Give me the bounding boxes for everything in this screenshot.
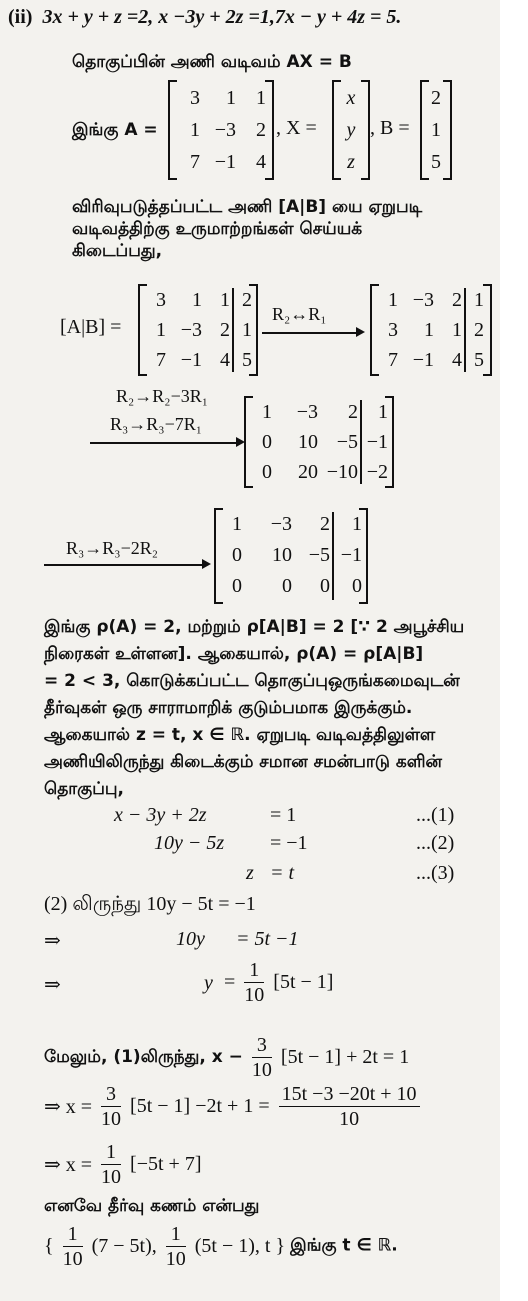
aug-m2-cell: 1	[452, 318, 462, 341]
aug-m1-cell: 1	[220, 288, 230, 311]
aug-m4-cell: −1	[340, 544, 362, 566]
matrix-a-cell: 7	[190, 150, 200, 173]
aug-m3-cell: −1	[366, 430, 388, 453]
equiv-eq-2-rhs: = −1	[270, 832, 308, 854]
aug-m4-cell: 10	[272, 544, 292, 566]
aug-m1-cell: −1	[180, 348, 202, 371]
op-r3-r2: R₃→R₃−2R₂	[66, 538, 158, 558]
rank-discussion: இங்கு ρ(A) = 2, மற்றும் ρ[A|B] = 2 [∵ 2 அபூச்சிய நிரைகள் உள்ளன]. ஆகையால், ρ(A) = ρ[A|B] = 2 < 3, கொடுக்கப்பட்ட தொகுப்புஒருங்கமைவுடன் தீர்வுகள் ஒரு சாராமாறிக் குடும்பமாக இருக்கும். ஆகையால் z = t, x ∈ ℝ. ஏறுபடி வடிவத்திலுள்ள அணியிலிருந்து கிடைக்கும் சமான சமன்பாடு களின் தொகுப்பு,	[44, 617, 465, 799]
aug-m3-cell: 10	[298, 430, 318, 453]
matrix-A	[168, 80, 274, 180]
problem-statement: (ii) 3x + y + z =2, x −3y + 2z =1,7x − y + 4z = 5.	[8, 6, 402, 28]
augmented-matrix-4	[214, 508, 368, 604]
aug-m3-cell: 20	[298, 460, 318, 483]
aug-m1-cell: −3	[180, 318, 202, 341]
aug-m2-cell: −1	[412, 348, 434, 371]
from-eq2: (2) லிருந்து 10y − 5t = −1	[44, 893, 256, 915]
aug-m4-cell: 0	[232, 544, 242, 566]
aug-m3-cell: −5	[336, 430, 358, 453]
aug-m3-cell: 1	[262, 400, 272, 423]
equiv-eq-2-tag: ...(2)	[416, 832, 455, 854]
equiv-eq-3-rhs: = t	[270, 862, 295, 884]
aug-m2-cell: 2	[452, 288, 462, 311]
aug-m4-cell: 1	[352, 513, 362, 535]
aug-m3-cell: −10	[326, 460, 358, 483]
augmented-label: [A|B] =	[60, 316, 122, 338]
vector-x-cell: y	[346, 118, 356, 141]
step1-rhs: = 5t −1	[236, 928, 299, 950]
aug-m4-cell: 1	[232, 513, 242, 535]
aug-m2-cell: 1	[424, 318, 434, 341]
aug-m4-cell: 0	[352, 575, 362, 597]
equiv-eq-3-tag: ...(3)	[416, 862, 455, 884]
aug-m2-cell: −3	[412, 288, 434, 311]
vector-x-cell: x	[346, 86, 356, 109]
step1-lhs: 10y	[176, 928, 205, 950]
aug-m4-cell: 0	[282, 575, 292, 597]
augmented-matrix-2	[370, 284, 492, 376]
equiv-eq-1-tag: ...(1)	[416, 804, 455, 826]
step2-lhs: y	[204, 972, 213, 994]
op-r3: R₃→R₃−7R₁	[110, 414, 202, 434]
aug-m2-cell: 1	[388, 288, 398, 311]
aug-m4-cell: 0	[320, 575, 330, 597]
aug-m1-cell: 4	[220, 348, 230, 371]
aug-m1-cell: 1	[156, 318, 166, 341]
aug-m1-cell: 7	[156, 348, 166, 371]
x-final: ⇒ x = $\frac{1}{10}$ [−5t + 7]	[44, 1141, 202, 1188]
vector-B	[420, 80, 452, 180]
matrix-a-cell: 2	[256, 118, 266, 141]
aug-m4-cell: 2	[320, 513, 330, 535]
aug-m2-cell: 1	[474, 288, 484, 311]
aug-m1-cell: 1	[242, 318, 252, 341]
aug-m1-cell: 1	[192, 288, 202, 311]
aug-m3-cell: 0	[262, 430, 272, 453]
matrix-a-cell: 3	[190, 86, 200, 109]
equiv-eq-1-rhs: = 1	[270, 804, 297, 826]
op-swap: R₂↔R₁	[272, 304, 327, 324]
system-form-text: தொகுப்பின் அணி வடிவம் AX = B	[72, 52, 352, 72]
aug-m1-cell: 3	[156, 288, 166, 311]
equiv-eq-3-lhs: z	[246, 862, 254, 884]
aug-m3-cell: −3	[296, 400, 318, 423]
aug-m3-cell: −2	[366, 460, 388, 483]
augmented-matrix-1	[138, 284, 258, 376]
y-expression: = $\frac{1}{10}$ [5t − 1]	[224, 959, 334, 1006]
augment-intro: விரிவுபடுத்தப்பட்ட அணி [A|B] யை ஏறுபடி வடிவத்திற்கு உருமாற்றங்கள் செய்யக் கிடைப்பது,	[72, 197, 423, 261]
vector-X	[332, 80, 370, 180]
solution-set: { $\frac{1}{10}$ (7 − 5t), $\frac{1}{10}$ (5t − 1), t } இங்கு t ∈ ℝ.	[44, 1223, 398, 1270]
x-label: , X =	[276, 117, 317, 139]
op-r2: R₂→R₂−3R₁	[116, 386, 208, 406]
solution-set-text: எனவே தீர்வு கணம் என்பது	[44, 1196, 260, 1216]
aug-m3-cell: 0	[262, 460, 272, 483]
aug-m1-cell: 2	[220, 318, 230, 341]
vector-b-cell: 2	[431, 86, 441, 109]
equiv-eq-1-lhs: x − 3y + 2z	[114, 804, 207, 826]
aug-m2-cell: 5	[474, 348, 484, 371]
vector-b-cell: 5	[431, 150, 441, 173]
aug-m2-cell: 2	[474, 318, 484, 341]
augmented-matrix-3	[244, 396, 394, 488]
x-derivation: ⇒ x = $\frac{3}{10}$ [5t − 1] −2t + 1 = $\frac{15t -3 -20t + 10}{10}$	[44, 1082, 424, 1131]
here-label: இங்கு A =	[72, 120, 158, 140]
aug-m4-cell: −3	[270, 513, 292, 535]
implies-2: ⇒	[44, 974, 61, 996]
vector-b-cell: 1	[431, 118, 441, 141]
also-from-eq1: மேலும், (1)லிருந்து, x − $\frac{3}{10}$ [5t − 1] + 2t = 1	[44, 1034, 410, 1081]
equiv-eq-2-lhs: 10y − 5z	[154, 832, 225, 854]
matrix-a-cell: 1	[226, 86, 236, 109]
aug-m3-cell: 2	[348, 400, 358, 423]
vector-x-cell: z	[347, 150, 355, 173]
aug-m2-cell: 7	[388, 348, 398, 371]
matrix-a-cell: 1	[256, 86, 266, 109]
aug-m3-cell: 1	[378, 400, 388, 423]
matrix-a-cell: −3	[214, 118, 236, 141]
aug-m4-cell: −5	[308, 544, 330, 566]
aug-m1-cell: 5	[242, 348, 252, 371]
aug-m1-cell: 2	[242, 288, 252, 311]
matrix-a-cell: 4	[256, 150, 266, 173]
matrix-a-cell: −1	[214, 150, 236, 173]
matrix-a-cell: 1	[190, 118, 200, 141]
aug-m2-cell: 4	[452, 348, 462, 371]
aug-m4-cell: 0	[232, 575, 242, 597]
b-label: , B =	[370, 117, 410, 139]
aug-m2-cell: 3	[388, 318, 398, 341]
implies-1: ⇒	[44, 930, 61, 952]
